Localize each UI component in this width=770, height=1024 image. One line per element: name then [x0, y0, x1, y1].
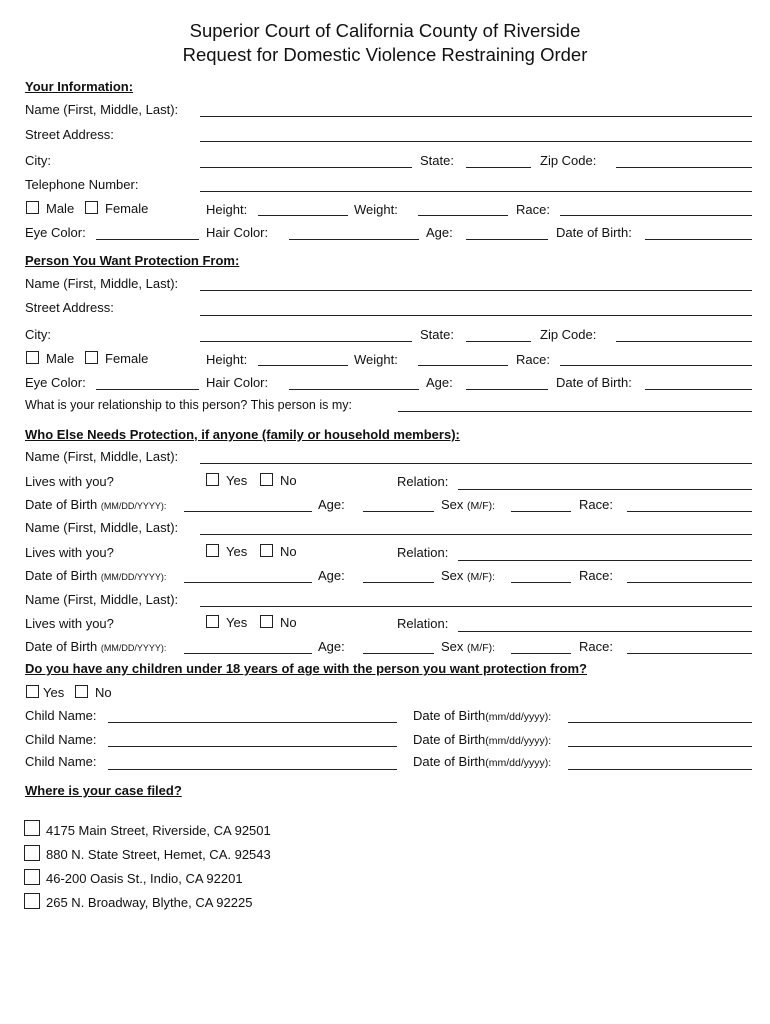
pf-street-label: Street Address: — [25, 300, 114, 315]
pf-relationship-label: What is your relationship to this person? This person is my: — [25, 398, 352, 412]
your-male-checkbox[interactable] — [26, 201, 39, 214]
other1-lives-label: Lives with you? — [25, 474, 114, 489]
your-height-field[interactable] — [258, 215, 348, 216]
your-street-field[interactable] — [200, 141, 752, 142]
other2-relation-label: Relation: — [397, 545, 449, 560]
pf-eye-label: Eye Color: — [25, 375, 86, 390]
child2-dob-label: Date of Birth(mm/dd/yyyy): — [413, 732, 552, 747]
your-eye-label: Eye Color: — [25, 225, 86, 240]
your-weight-field[interactable] — [418, 215, 508, 216]
other3-age-label: Age: — [318, 639, 345, 654]
other1-dob-label: Date of Birth (MM/DD/YYYY): — [25, 497, 167, 512]
other1-race-label: Race: — [579, 497, 613, 512]
your-name-label: Name (First, Middle, Last): — [25, 102, 179, 117]
your-age-field[interactable] — [466, 239, 548, 240]
case-location-blythe-checkbox[interactable] — [24, 893, 40, 909]
pf-male-checkbox[interactable] — [26, 351, 39, 364]
others-heading: Who Else Needs Protection, if anyone (family or household members): — [25, 427, 460, 442]
your-zip-label: Zip Code: — [540, 153, 597, 168]
pf-male-label: Male — [46, 351, 75, 366]
your-info-heading: Your Information: — [25, 79, 134, 94]
other2-yes-label: Yes — [226, 544, 248, 559]
pf-female-checkbox[interactable] — [85, 351, 98, 364]
other3-dob-label: Date of Birth (MM/DD/YYYY): — [25, 639, 167, 654]
pf-race-label: Race: — [516, 352, 550, 367]
your-race-field[interactable] — [560, 215, 752, 216]
pf-female-label: Female — [105, 351, 149, 366]
pf-dob-label: Date of Birth: — [556, 375, 632, 390]
other2-yes-checkbox[interactable] — [206, 544, 219, 557]
your-dob-field[interactable] — [645, 239, 752, 240]
pf-street-field[interactable] — [200, 315, 752, 316]
other1-yes-label: Yes — [226, 473, 248, 488]
other2-dob-field[interactable] — [184, 582, 312, 583]
other3-sex-field[interactable] — [511, 653, 571, 654]
your-zip-field[interactable] — [616, 167, 752, 168]
other2-name-label: Name (First, Middle, Last): — [25, 520, 179, 535]
your-dob-label: Date of Birth: — [556, 225, 632, 240]
pf-zip-field[interactable] — [616, 341, 752, 342]
form-title-line1: Superior Court of California County of Riverside — [189, 20, 581, 41]
children-no-checkbox[interactable] — [75, 685, 88, 698]
other2-relation-field[interactable] — [458, 560, 752, 561]
pf-zip-label: Zip Code: — [540, 327, 597, 342]
pf-city-label: City: — [25, 327, 51, 342]
pf-city-field[interactable] — [200, 341, 412, 342]
pf-name-label: Name (First, Middle, Last): — [25, 276, 179, 291]
your-state-label: State: — [420, 153, 454, 168]
other1-age-label: Age: — [318, 497, 345, 512]
pf-relationship-field[interactable] — [398, 411, 752, 412]
child3-dob-field[interactable] — [568, 769, 752, 770]
pf-hair-field[interactable] — [289, 389, 419, 390]
pf-weight-label: Weight: — [354, 352, 398, 367]
case-location-blythe-label: 265 N. Broadway, Blythe, CA 92225 — [46, 895, 253, 910]
children-yes-checkbox[interactable] — [26, 685, 39, 698]
child3-dob-label: Date of Birth(mm/dd/yyyy): — [413, 754, 552, 769]
pf-state-label: State: — [420, 327, 454, 342]
other3-name-label: Name (First, Middle, Last): — [25, 592, 179, 607]
your-female-checkbox[interactable] — [85, 201, 98, 214]
form-title-line2: Request for Domestic Violence Restraining Order — [182, 44, 588, 65]
child2-dob-field[interactable] — [568, 746, 752, 747]
child2-name-field[interactable] — [108, 746, 397, 747]
other2-age-label: Age: — [318, 568, 345, 583]
other1-no-checkbox[interactable] — [260, 473, 273, 486]
pf-eye-field[interactable] — [96, 389, 199, 390]
other1-age-field[interactable] — [363, 511, 434, 512]
other2-sex-field[interactable] — [511, 582, 571, 583]
your-city-field[interactable] — [200, 167, 412, 168]
other1-relation-label: Relation: — [397, 474, 449, 489]
other3-race-field[interactable] — [627, 653, 752, 654]
your-hair-field[interactable] — [289, 239, 419, 240]
pf-dob-field[interactable] — [645, 389, 752, 390]
your-city-label: City: — [25, 153, 51, 168]
other3-race-label: Race: — [579, 639, 613, 654]
case-location-hemet-checkbox[interactable] — [24, 845, 40, 861]
other3-no-label: No — [280, 615, 297, 630]
other2-no-label: No — [280, 544, 297, 559]
other2-age-field[interactable] — [363, 582, 434, 583]
other3-no-checkbox[interactable] — [260, 615, 273, 628]
case-location-hemet-label: 880 N. State Street, Hemet, CA. 92543 — [46, 847, 271, 862]
other3-lives-label: Lives with you? — [25, 616, 114, 631]
other1-relation-field[interactable] — [458, 489, 752, 490]
pf-race-field[interactable] — [560, 365, 752, 366]
your-hair-label: Hair Color: — [206, 225, 269, 240]
case-location-riverside-checkbox[interactable] — [24, 820, 40, 836]
other1-race-field[interactable] — [627, 511, 752, 512]
other2-race-label: Race: — [579, 568, 613, 583]
children-yes-label: Yes — [43, 685, 65, 700]
pf-height-label: Height: — [206, 352, 248, 367]
your-race-label: Race: — [516, 202, 550, 217]
your-female-label: Female — [105, 201, 149, 216]
other2-race-field[interactable] — [627, 582, 752, 583]
other1-dob-field[interactable] — [184, 511, 312, 512]
other1-name-label: Name (First, Middle, Last): — [25, 449, 179, 464]
case-location-indio-label: 46-200 Oasis St., Indio, CA 92201 — [46, 871, 243, 886]
your-age-label: Age: — [426, 225, 453, 240]
child1-dob-label: Date of Birth(mm/dd/yyyy): — [413, 708, 552, 723]
your-weight-label: Weight: — [354, 202, 398, 217]
other2-sex-label: Sex (M/F): — [441, 568, 496, 583]
child3-name-label: Child Name: — [25, 754, 97, 769]
your-street-label: Street Address: — [25, 127, 114, 142]
other1-name-field[interactable] — [200, 463, 752, 464]
other2-lives-label: Lives with you? — [25, 545, 114, 560]
other3-dob-field[interactable] — [184, 653, 312, 654]
case-location-riverside-label: 4175 Main Street, Riverside, CA 92501 — [46, 823, 271, 838]
child1-name-field[interactable] — [108, 722, 397, 723]
your-height-label: Height: — [206, 202, 248, 217]
pf-weight-field[interactable] — [418, 365, 508, 366]
child2-name-label: Child Name: — [25, 732, 97, 747]
pf-age-label: Age: — [426, 375, 453, 390]
other1-sex-label: Sex (M/F): — [441, 497, 496, 512]
your-male-label: Male — [46, 201, 75, 216]
children-question: Do you have any children under 18 years of age with the person you want protection from? — [25, 661, 587, 676]
other3-age-field[interactable] — [363, 653, 434, 654]
other1-sex-field[interactable] — [511, 511, 571, 512]
your-name-field[interactable] — [200, 116, 752, 117]
other3-relation-field[interactable] — [458, 631, 752, 632]
child1-dob-field[interactable] — [568, 722, 752, 723]
child3-name-field[interactable] — [108, 769, 397, 770]
your-state-field[interactable] — [466, 167, 531, 168]
other1-yes-checkbox[interactable] — [206, 473, 219, 486]
other3-relation-label: Relation: — [397, 616, 449, 631]
your-phone-label: Telephone Number: — [25, 177, 139, 192]
your-eye-field[interactable] — [96, 239, 199, 240]
pf-name-field[interactable] — [200, 290, 752, 291]
children-no-label: No — [95, 685, 112, 700]
other3-sex-label: Sex (M/F): — [441, 639, 496, 654]
child1-name-label: Child Name: — [25, 708, 97, 723]
other2-no-checkbox[interactable] — [260, 544, 273, 557]
other2-dob-label: Date of Birth (MM/DD/YYYY): — [25, 568, 167, 583]
case-heading: Where is your case filed? — [25, 783, 182, 798]
other2-name-field[interactable] — [200, 534, 752, 535]
pf-height-field[interactable] — [258, 365, 348, 366]
pf-age-field[interactable] — [466, 389, 548, 390]
other3-yes-label: Yes — [226, 615, 248, 630]
other1-no-label: No — [280, 473, 297, 488]
other3-yes-checkbox[interactable] — [206, 615, 219, 628]
pf-state-field[interactable] — [466, 341, 531, 342]
pf-hair-label: Hair Color: — [206, 375, 269, 390]
case-location-indio-checkbox[interactable] — [24, 869, 40, 885]
your-phone-field[interactable] — [200, 191, 752, 192]
other3-name-field[interactable] — [200, 606, 752, 607]
protect-from-heading: Person You Want Protection From: — [25, 253, 240, 268]
